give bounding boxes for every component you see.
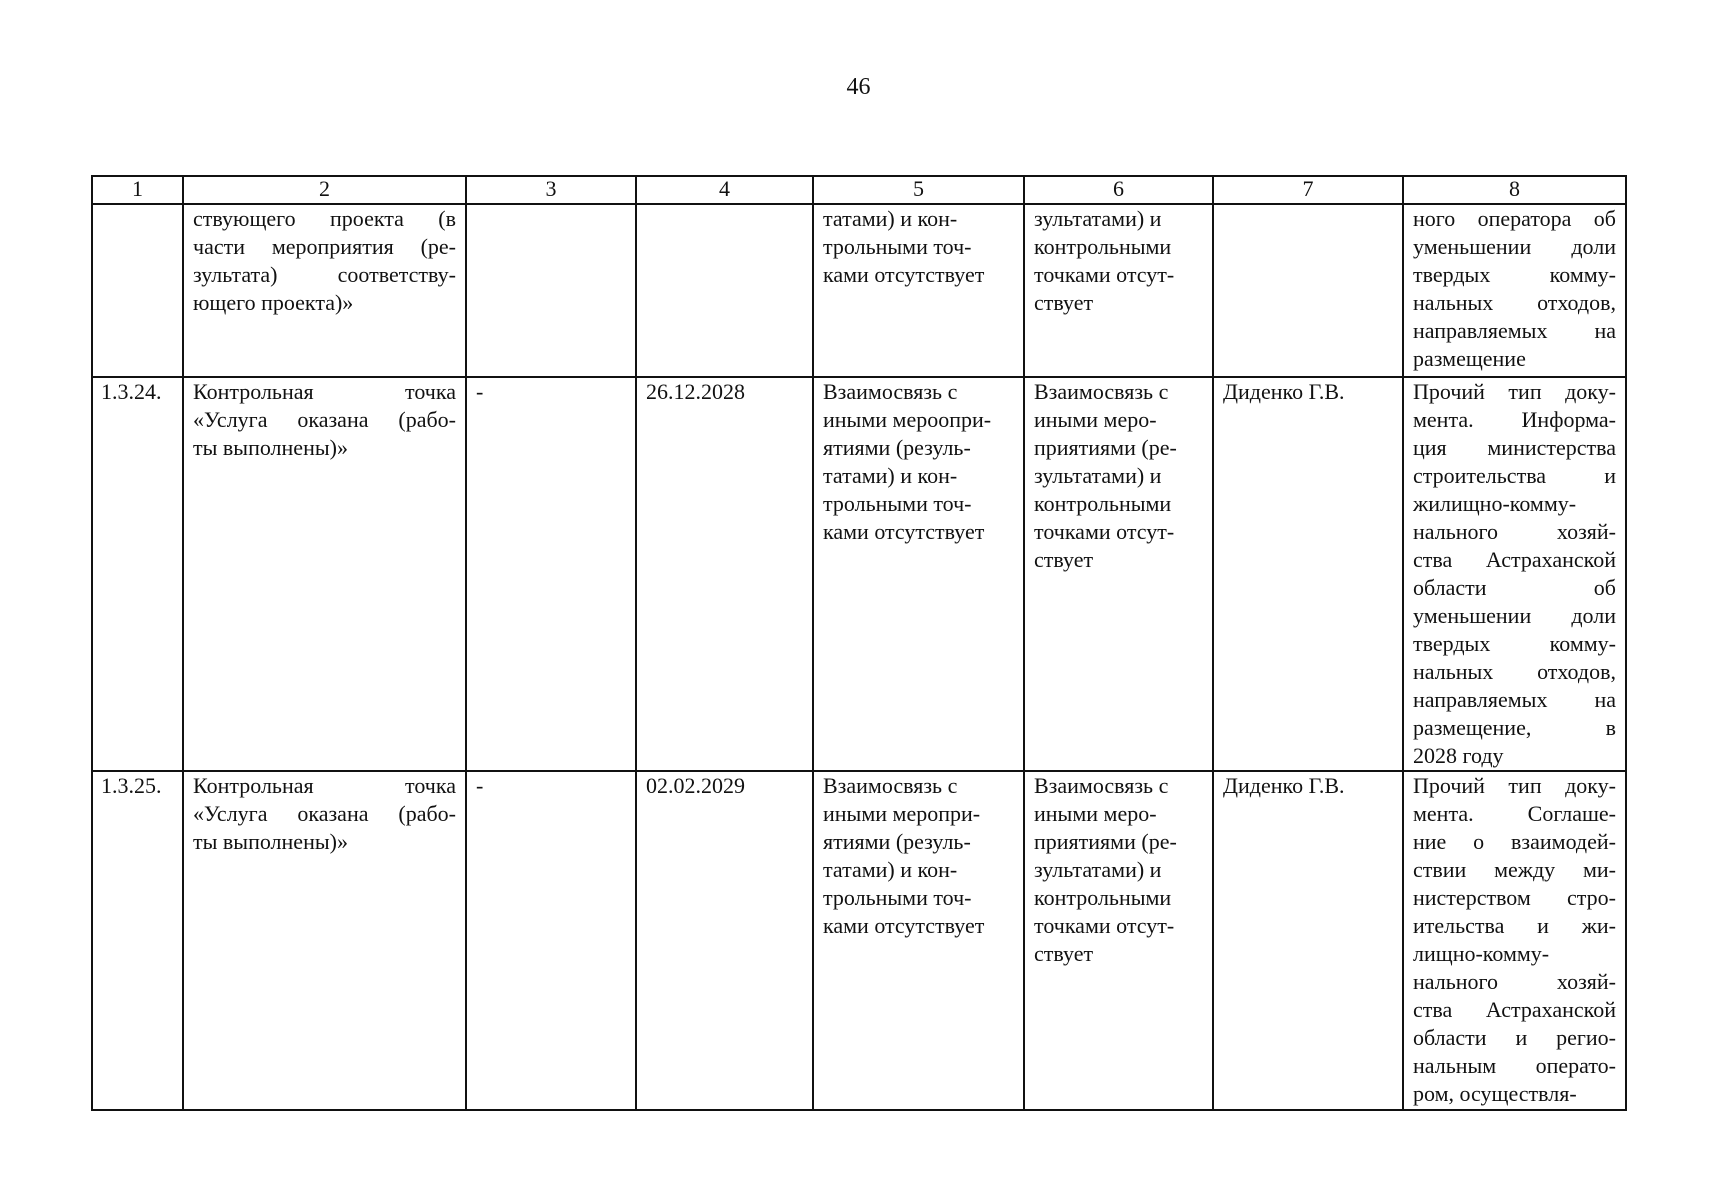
table-row-continuation bbox=[92, 204, 1626, 377]
relation-results-cell bbox=[1024, 204, 1213, 377]
text-line: «Услуга оказана (рабо- bbox=[193, 407, 456, 432]
relation-activities-cell bbox=[813, 377, 1024, 771]
control-points-table bbox=[91, 175, 1627, 1111]
control-point-name-cell bbox=[183, 204, 466, 377]
text-line: ствии между ми- bbox=[1413, 857, 1616, 882]
column-header-1: 1 bbox=[92, 176, 183, 204]
text-line: Прочий тип доку- bbox=[1413, 379, 1616, 404]
row-number-cell bbox=[92, 204, 183, 377]
text-line: твердых комму- bbox=[1413, 631, 1616, 656]
relation-results-cell bbox=[1024, 771, 1213, 1110]
text-line: Прочий тип доку- bbox=[1413, 773, 1616, 798]
document-type-cell bbox=[1403, 377, 1626, 771]
text-line: уменьшении доли bbox=[1413, 603, 1616, 628]
page-number: 46 bbox=[846, 74, 871, 100]
text-line: ром, осуществля- bbox=[1413, 1081, 1577, 1106]
document-type-lines bbox=[1413, 205, 1616, 373]
text-line: мента. Соглаше- bbox=[1413, 801, 1616, 826]
text-line: части мероприятия (ре- bbox=[193, 234, 456, 259]
control-point-name-lines bbox=[193, 772, 456, 856]
text-line: размещение, в bbox=[1413, 715, 1616, 740]
text-line: ющего проекта)» bbox=[193, 290, 354, 315]
relation-activities-cell bbox=[813, 771, 1024, 1110]
responsible-cell: Диденко Г.В. bbox=[1213, 377, 1403, 771]
relation-results-text: зультатами) и контрольными точками отсут- ствует bbox=[1034, 206, 1175, 315]
text-line: ительства и жи- bbox=[1413, 913, 1616, 938]
text-line: Контрольная точка bbox=[193, 379, 456, 404]
document-type-lines bbox=[1413, 772, 1616, 1108]
relation-activities-text: татами) и кон- трольными точ- ками отсутствует bbox=[823, 206, 985, 287]
text-line: твердых комму- bbox=[1413, 262, 1616, 287]
text-line: жилищно-комму- bbox=[1413, 491, 1577, 516]
document-type-cell bbox=[1403, 204, 1626, 377]
text-line: ства Астраханской bbox=[1413, 547, 1616, 572]
control-point-name-cell bbox=[183, 377, 466, 771]
text-line: нальным операто- bbox=[1413, 1053, 1616, 1078]
column-header-6: 6 bbox=[1024, 176, 1213, 204]
relation-activities-cell bbox=[813, 204, 1024, 377]
responsible-cell bbox=[1213, 204, 1403, 377]
table-row bbox=[92, 771, 1626, 1110]
document-type-cell bbox=[1403, 771, 1626, 1110]
text-line: размещение bbox=[1413, 346, 1526, 371]
date-cell bbox=[636, 204, 813, 377]
column-header-3: 3 bbox=[466, 176, 636, 204]
text-line: лищно-комму- bbox=[1413, 941, 1550, 966]
relation-results-cell bbox=[1024, 377, 1213, 771]
text-line: области об bbox=[1413, 575, 1616, 600]
text-line: ного оператора об bbox=[1413, 206, 1616, 231]
column-header-2: 2 bbox=[183, 176, 466, 204]
column-header-8: 8 bbox=[1403, 176, 1626, 204]
date-cell: 02.02.2029 bbox=[636, 771, 813, 1110]
row-number-cell: 1.3.25. bbox=[92, 771, 183, 1110]
col3-cell: - bbox=[466, 771, 636, 1110]
text-line: ствующего проекта (в bbox=[193, 206, 456, 231]
responsible-cell: Диденко Г.В. bbox=[1213, 771, 1403, 1110]
text-line: ты выполнены)» bbox=[193, 435, 348, 460]
col3-cell bbox=[466, 204, 636, 377]
table-row bbox=[92, 377, 1626, 771]
text-line: нальных отходов, bbox=[1413, 659, 1616, 684]
relation-activities-text: Взаимосвязь с иными меропри- ятиями (резуль- татами) и кон- трольными точ- ками отсутствует bbox=[823, 773, 985, 938]
text-line: уменьшении доли bbox=[1413, 234, 1616, 259]
text-line: ние о взаимодей- bbox=[1413, 829, 1616, 854]
text-line: 2028 году bbox=[1413, 743, 1504, 768]
column-header-5: 5 bbox=[813, 176, 1024, 204]
row-number-cell: 1.3.24. bbox=[92, 377, 183, 771]
control-point-name-lines bbox=[193, 378, 456, 462]
text-line: ства Астраханской bbox=[1413, 997, 1616, 1022]
control-point-name-lines bbox=[193, 205, 456, 317]
date-cell: 26.12.2028 bbox=[636, 377, 813, 771]
text-line: строительства и bbox=[1413, 463, 1616, 488]
document-type-lines bbox=[1413, 378, 1616, 770]
relation-results-text: Взаимосвязь с иными меро- приятиями (ре- зультатами) и контрольными точками отсут- ствует bbox=[1034, 773, 1177, 966]
relation-activities-text: Взаимосвязь с иными мероопри- ятиями (резуль- татами) и кон- трольными точ- ками отсутствует bbox=[823, 379, 992, 544]
text-line: ты выполнены)» bbox=[193, 829, 348, 854]
text-line: зультата) соответству- bbox=[193, 262, 456, 287]
text-line: направляемых на bbox=[1413, 318, 1616, 343]
text-line: Контрольная точка bbox=[193, 773, 456, 798]
col3-cell: - bbox=[466, 377, 636, 771]
text-line: нального хозяй- bbox=[1413, 969, 1616, 994]
text-line: «Услуга оказана (рабо- bbox=[193, 801, 456, 826]
column-header-4: 4 bbox=[636, 176, 813, 204]
text-line: ция министерства bbox=[1413, 435, 1616, 460]
relation-results-text: Взаимосвязь с иными меро- приятиями (ре- зультатами) и контрольными точками отсут- ствует bbox=[1034, 379, 1177, 572]
text-line: мента. Информа- bbox=[1413, 407, 1616, 432]
text-line: нального хозяй- bbox=[1413, 519, 1616, 544]
control-point-name-cell bbox=[183, 771, 466, 1110]
column-header-7: 7 bbox=[1213, 176, 1403, 204]
text-line: направляемых на bbox=[1413, 687, 1616, 712]
text-line: нальных отходов, bbox=[1413, 290, 1616, 315]
header-row bbox=[92, 176, 1626, 204]
text-line: нистерством стро- bbox=[1413, 885, 1616, 910]
text-line: области и регио- bbox=[1413, 1025, 1616, 1050]
